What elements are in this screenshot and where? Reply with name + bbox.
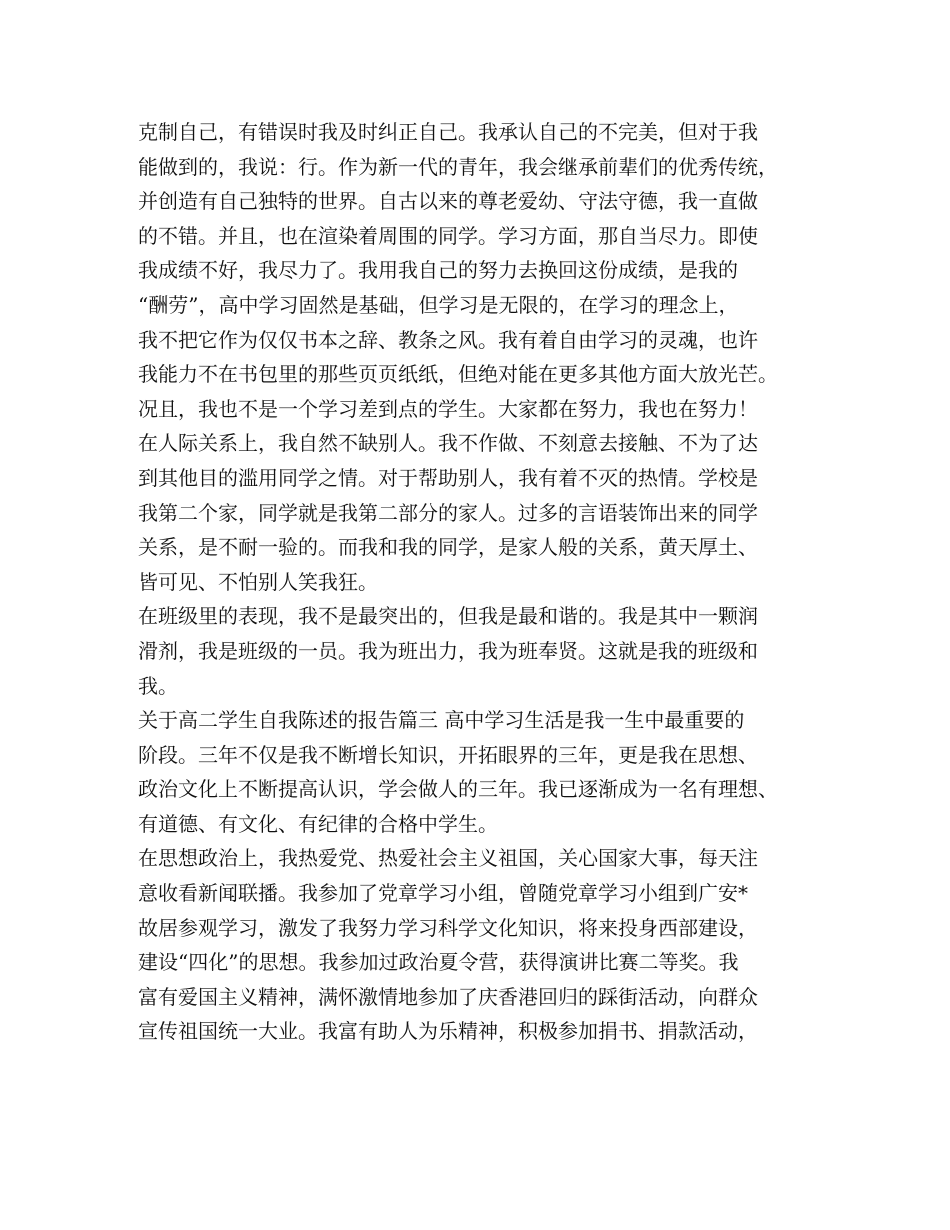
text-line: 政治文化上不断提高认识，学会做人的三年。我已逐渐成为一名有理想、 bbox=[138, 777, 778, 802]
text-line: “酬劳”，高中学习固然是基础，但学习是无限的，在学习的理念上， bbox=[138, 292, 739, 317]
text-line: 我成绩不好，我尽力了。我用我自己的努力去换回这份成绩，是我的 bbox=[138, 258, 738, 283]
text-line: 滑剂，我是班级的一员。我为班出力，我为班奉贤。这就是我的班级和 bbox=[138, 638, 758, 663]
text-line: 的不错。并且，也在渲染着周围的同学。学习方面，那自当尽力。即使 bbox=[138, 223, 758, 248]
text-line: 并创造有自己独特的世界。自古以来的尊老爱幼、守法守德，我一直做 bbox=[138, 189, 758, 214]
text-line: 关系，是不耐一验的。而我和我的同学，是家人般的关系，黄天厚土、 bbox=[138, 535, 758, 560]
text-line: 在思想政治上，我热爱党、热爱社会主义祖国，关心国家大事，每天注 bbox=[138, 846, 758, 871]
text-line: 我不把它作为仅仅书本之辞、教条之风。我有着自由学习的灵魂，也许 bbox=[138, 327, 758, 352]
text-line: 阶段。三年不仅是我不断增长知识，开拓眼界的三年，更是我在思想、 bbox=[138, 742, 758, 767]
text-line: 在班级里的表现，我不是最突出的，但我是最和谐的。我是其中一颗润 bbox=[138, 604, 758, 629]
text-line: 有道德、有文化、有纪律的合格中学生。 bbox=[138, 811, 498, 836]
body-text bbox=[138, 115, 828, 1049]
text-line: 到其他目的滥用同学之情。对于帮助别人，我有着不灭的热情。学校是 bbox=[138, 465, 758, 490]
text-line: 克制自己，有错误时我及时纠正自己。我承认自己的不完美，但对于我 bbox=[138, 120, 758, 144]
text-line: 我。 bbox=[138, 673, 178, 698]
text-line: 我能力不在书包里的那些页页纸纸，但绝对能在更多其他方面大放光芒。 bbox=[138, 362, 778, 387]
text-line: 故居参观学习，激发了我努力学习科学文化知识，将来投身西部建设， bbox=[138, 915, 758, 940]
text-line: 意收看新闻联播。我参加了党章学习小组，曾随党章学习小组到广安* bbox=[138, 881, 748, 906]
text-line: 关于高二学生自我陈述的报告篇三 高中学习生活是我一生中最重要的 bbox=[138, 708, 745, 733]
text-line: 在人际关系上，我自然不缺别人。我不作做、不刻意去接触、不为了达 bbox=[138, 431, 758, 456]
text-line: 建设“四化”的思想。我参加过政治夏令营，获得演讲比赛二等奖。我 bbox=[138, 950, 739, 975]
text-line: 我第二个家，同学就是我第二部分的家人。过多的言语装饰出来的同学 bbox=[138, 500, 758, 525]
text-line: 能做到的，我说：行。作为新一代的青年，我会继承前辈们的优秀传统， bbox=[138, 154, 778, 179]
text-line: 富有爱国主义精神，满怀激情地参加了庆香港回归的踩街活动，向群众 bbox=[138, 984, 758, 1009]
text-line: 宣传祖国统一大业。我富有助人为乐精神，积极参加捐书、捐款活动， bbox=[138, 1019, 758, 1044]
text-line: 况且，我也不是一个学习差到点的学生。大家都在努力，我也在努力！ bbox=[138, 396, 758, 421]
text-line: 皆可见、不怕别人笑我狂。 bbox=[138, 569, 378, 594]
